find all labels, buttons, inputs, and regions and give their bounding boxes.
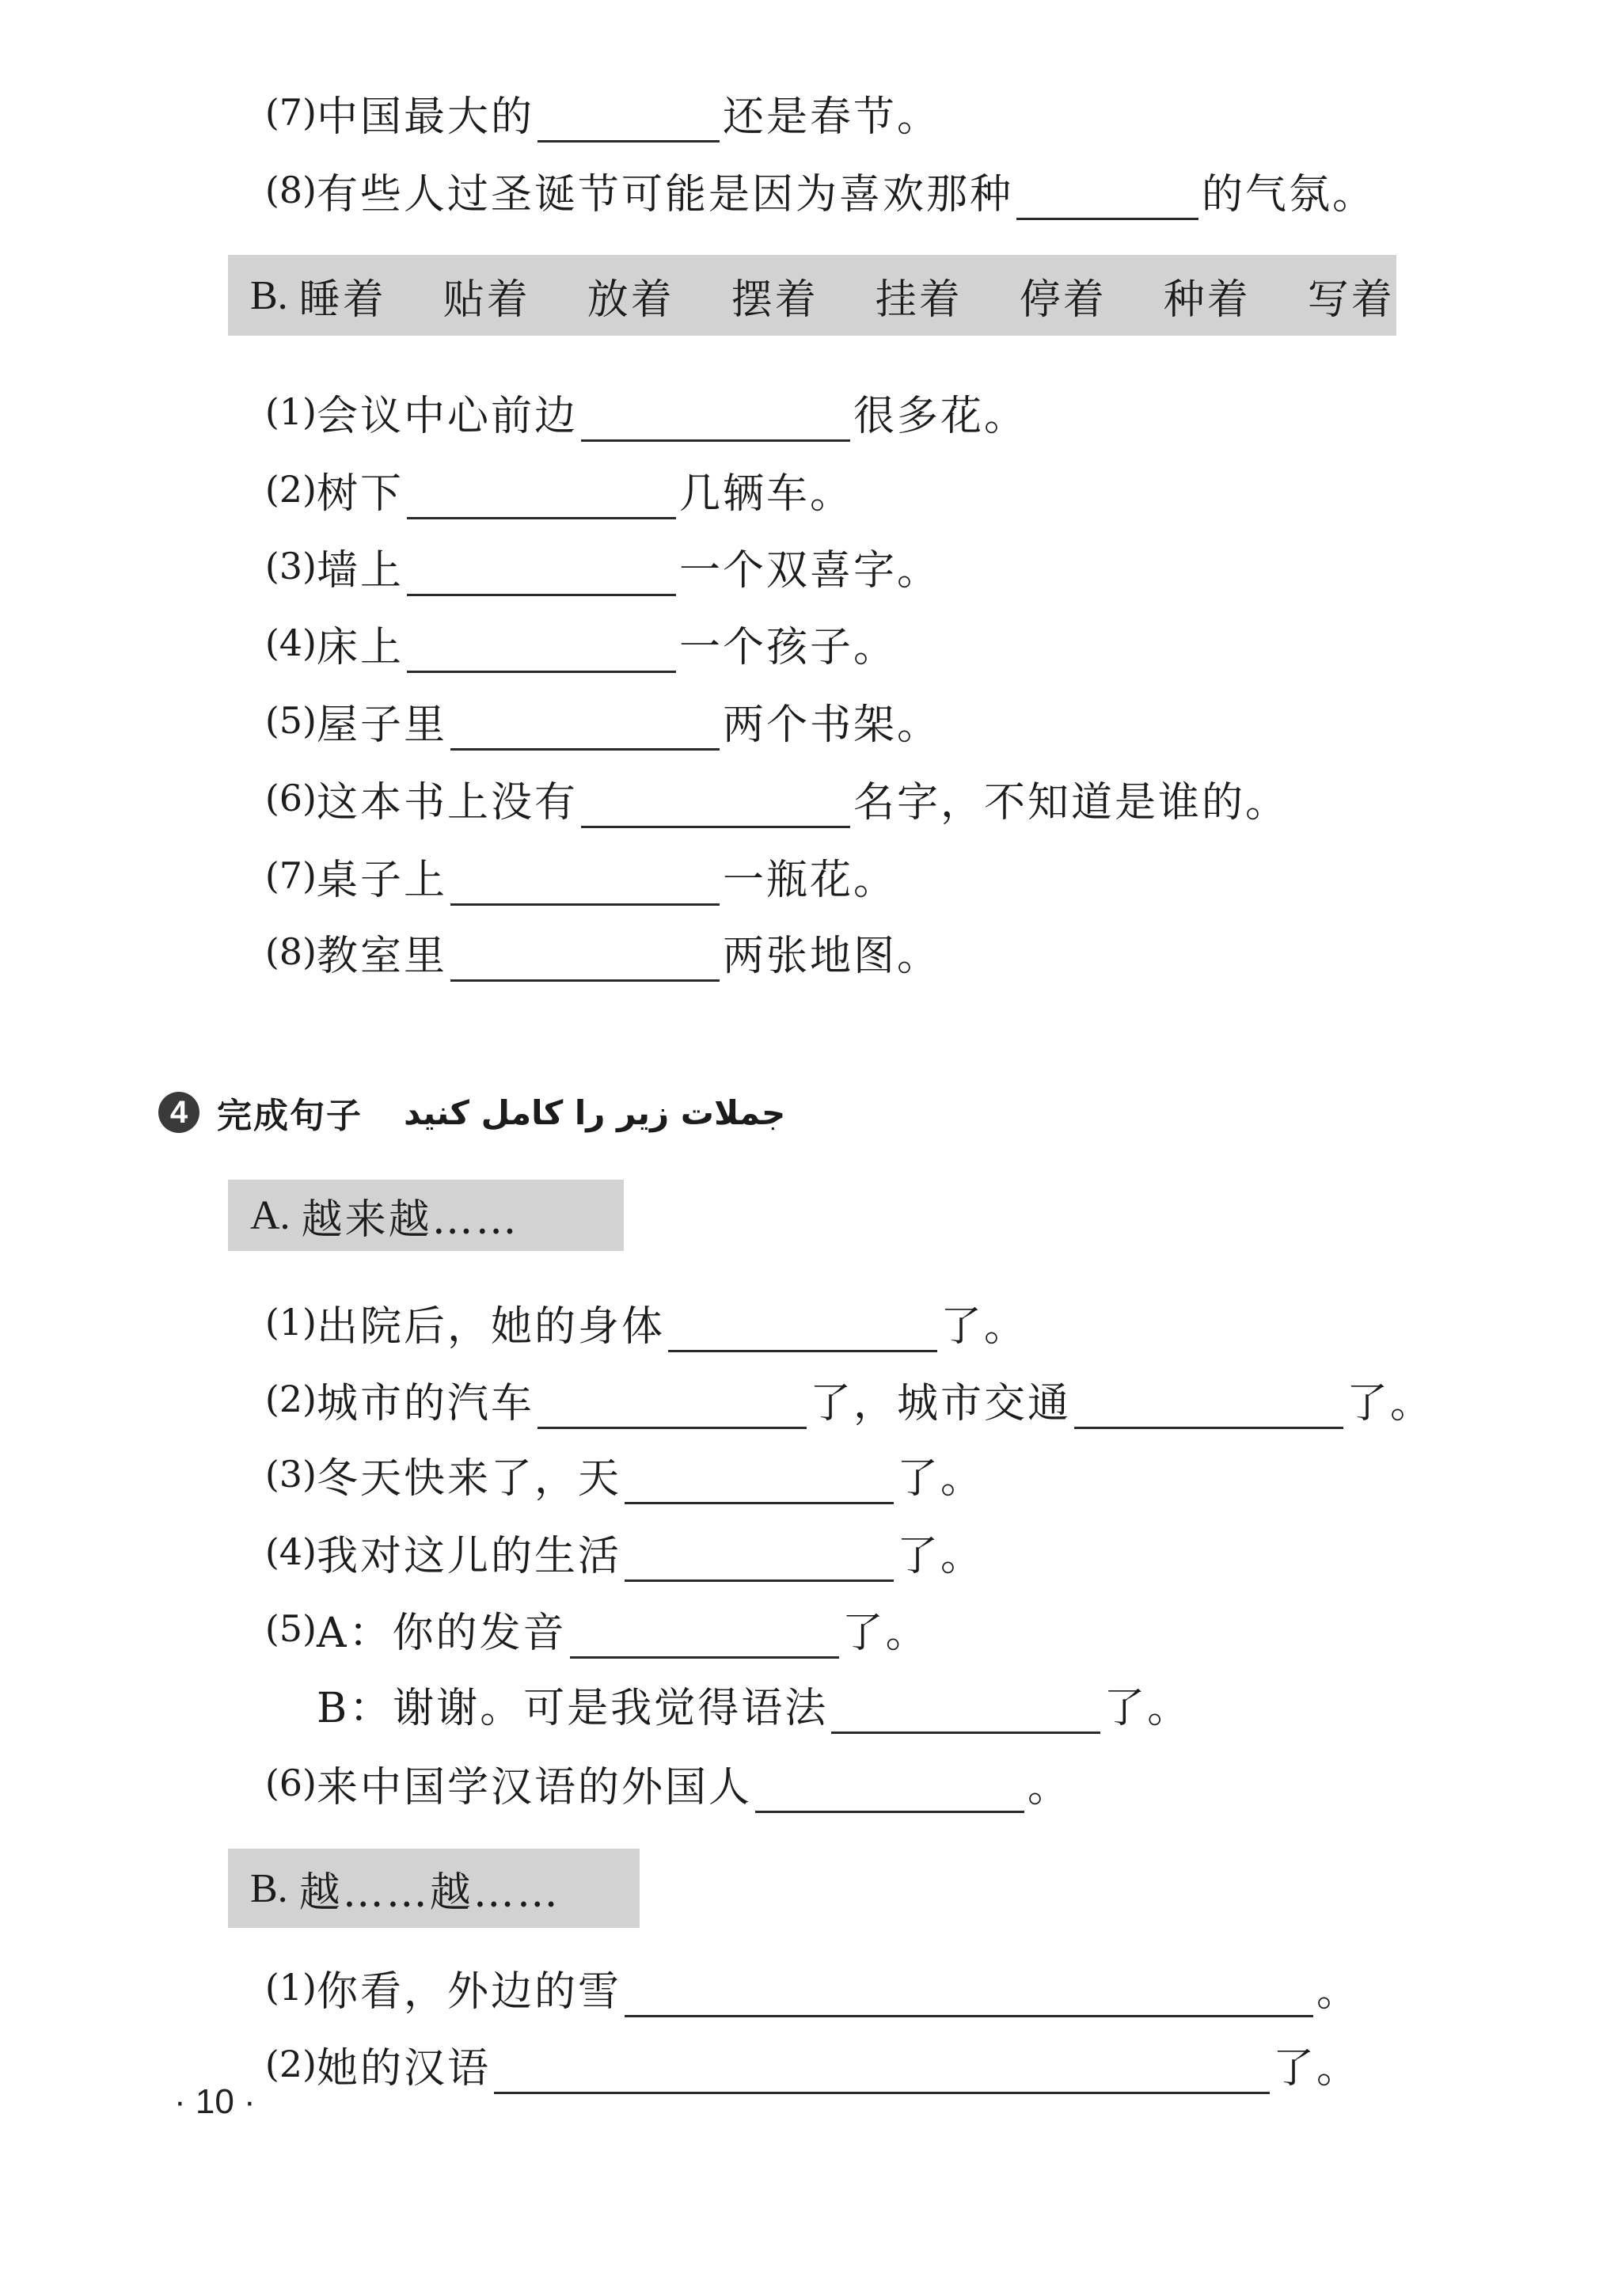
- item-text-segment: 了。: [1273, 2044, 1361, 2093]
- item-number: (2): [264, 1378, 317, 1420]
- item-text-segment: 城市的汽车: [317, 1379, 535, 1427]
- item-text-segment: 桌子上: [317, 856, 448, 904]
- answer-blank[interactable]: [537, 1393, 807, 1429]
- item-text: [317, 83, 940, 143]
- word-bank-b: [228, 255, 1396, 336]
- item-text-segment: 了。: [940, 1302, 1028, 1351]
- section-title-zh: 完成句子: [217, 1096, 363, 1136]
- item-text-segment: 了。: [1347, 1379, 1434, 1427]
- item-text-segment: 来中国学汉语的外国人: [317, 1763, 753, 1811]
- item-text-segment: 了，城市交通: [810, 1379, 1072, 1427]
- answer-blank[interactable]: [625, 1982, 1313, 2017]
- answer-blank[interactable]: [407, 484, 676, 519]
- answer-blank[interactable]: [625, 1469, 894, 1504]
- answer-blank[interactable]: [494, 2058, 1270, 2094]
- item-text-segment: 树下: [317, 469, 405, 518]
- answer-blank[interactable]: [450, 870, 720, 906]
- word-bank-word: 种着: [1163, 276, 1251, 324]
- item-text-segment: 了。: [897, 1532, 985, 1580]
- word-bank-letter: B.: [250, 272, 288, 318]
- item-text-segment: 会议中心前边: [317, 392, 579, 440]
- item-text-segment: 名字，不知道是谁的。: [853, 778, 1290, 827]
- answer-blank[interactable]: [450, 715, 720, 751]
- item-number: (1): [264, 390, 317, 433]
- item-text: [317, 1599, 929, 1659]
- item-text-segment: 两个书架。: [723, 701, 941, 749]
- section4-heading: [158, 1085, 785, 1140]
- item-number: (6): [264, 777, 317, 819]
- page-number: · 10 ·: [174, 2082, 256, 2121]
- item-text-segment: 有些人过圣诞节可能是因为喜欢那种: [317, 170, 1014, 219]
- item-text: [317, 1445, 984, 1504]
- item-number: (1): [264, 1301, 317, 1344]
- word-bank-word: 摆着: [731, 276, 819, 324]
- item-text-segment: 你看，外边的雪: [317, 1967, 622, 2016]
- word-bank-word: 放着: [587, 276, 674, 324]
- item-number: (1): [264, 1966, 317, 2009]
- item-text-segment: 了。: [1103, 1684, 1191, 1732]
- item-number: (2): [264, 468, 317, 511]
- word-bank-word: 贴着: [443, 276, 530, 324]
- item-text-segment: A：你的发音: [317, 1609, 567, 1657]
- subsection-letter: B.: [250, 1865, 288, 1911]
- item-text: [317, 769, 1289, 828]
- subsection-letter: A.: [250, 1192, 291, 1238]
- item-text: [317, 614, 897, 673]
- item-number: (5): [264, 1607, 317, 1650]
- item-text: [317, 460, 853, 519]
- item-text: [317, 922, 940, 982]
- subsection-b-label: [228, 1849, 640, 1928]
- item-text: [317, 846, 897, 906]
- item-text-segment: 的气氛。: [1202, 170, 1377, 219]
- section-title-fa: جملات زیر را کامل کنید: [404, 1093, 786, 1132]
- subsection-pattern: 越来越……: [301, 1196, 519, 1244]
- item-text-segment: 。: [1316, 1967, 1361, 2016]
- item-text: [317, 1754, 1071, 1813]
- item-text: [317, 1958, 1360, 2017]
- answer-blank[interactable]: [1074, 1393, 1343, 1429]
- section-number-badge: 4: [158, 1092, 199, 1133]
- item-text: [317, 691, 940, 751]
- item-text-segment: 床上: [317, 623, 405, 671]
- word-bank-word: 写着: [1307, 276, 1395, 324]
- answer-blank[interactable]: [668, 1317, 937, 1352]
- item-number: (3): [264, 1453, 317, 1496]
- answer-blank[interactable]: [450, 946, 720, 982]
- item-number: (7): [264, 91, 317, 134]
- item-text-segment: 屋子里: [317, 701, 448, 749]
- item-text: [317, 2035, 1360, 2094]
- item-text-segment: 还是春节。: [723, 93, 941, 141]
- item-text-segment: 一个孩子。: [679, 623, 898, 671]
- item-number: (2): [264, 2043, 317, 2085]
- item-number: (7): [264, 854, 317, 897]
- answer-blank[interactable]: [581, 793, 850, 828]
- item-text: [317, 1293, 1028, 1352]
- answer-blank[interactable]: [831, 1698, 1100, 1734]
- answer-blank[interactable]: [537, 107, 720, 143]
- item-text-segment: 这本书上没有: [317, 778, 579, 827]
- item-text: [317, 537, 940, 596]
- item-text-segment: 一个双喜字。: [679, 546, 941, 595]
- item-text-segment: 墙上: [317, 546, 405, 595]
- item-text: [317, 1674, 1191, 1734]
- subsection-a-label: [228, 1180, 624, 1251]
- item-text-segment: 很多花。: [853, 392, 1028, 440]
- item-text: [317, 382, 1028, 442]
- item-text-segment: 一瓶花。: [723, 856, 898, 904]
- item-text-segment: 几辆车。: [679, 469, 854, 518]
- item-text: [317, 1370, 1434, 1429]
- item-text-segment: 了。: [897, 1454, 985, 1503]
- item-number: (4): [264, 1530, 317, 1573]
- item-number: (4): [264, 622, 317, 664]
- item-text-segment: 她的汉语: [317, 2044, 492, 2093]
- item-text-segment: 。: [1028, 1763, 1072, 1811]
- word-bank-word: 停着: [1019, 276, 1107, 324]
- item-text-segment: 中国最大的: [317, 93, 535, 141]
- item-number: (5): [264, 699, 317, 742]
- item-number: (3): [264, 545, 317, 587]
- item-text-segment: B：谢谢。可是我觉得语法: [317, 1684, 829, 1732]
- subsection-pattern: 越……越……: [298, 1868, 560, 1917]
- item-text: [317, 161, 1376, 220]
- word-bank-word: 挂着: [875, 276, 963, 324]
- item-text: [317, 1522, 984, 1582]
- item-text-segment: 了。: [841, 1609, 929, 1657]
- item-text-segment: 教室里: [317, 932, 448, 980]
- item-number: (8): [264, 169, 317, 211]
- answer-blank[interactable]: [407, 637, 676, 673]
- answer-blank[interactable]: [581, 406, 850, 442]
- answer-blank[interactable]: [1016, 184, 1198, 220]
- answer-blank[interactable]: [755, 1777, 1024, 1813]
- answer-blank[interactable]: [570, 1623, 839, 1659]
- item-text-segment: 出院后，她的身体: [317, 1302, 666, 1351]
- item-text-segment: 冬天快来了，天: [317, 1454, 622, 1503]
- item-text-segment: 我对这儿的生活: [317, 1532, 622, 1580]
- word-bank-word: 睡着: [298, 276, 386, 324]
- item-number: (8): [264, 930, 317, 973]
- answer-blank[interactable]: [625, 1546, 894, 1582]
- item-text-segment: 两张地图。: [723, 932, 941, 980]
- answer-blank[interactable]: [407, 561, 676, 596]
- item-number: (6): [264, 1762, 317, 1804]
